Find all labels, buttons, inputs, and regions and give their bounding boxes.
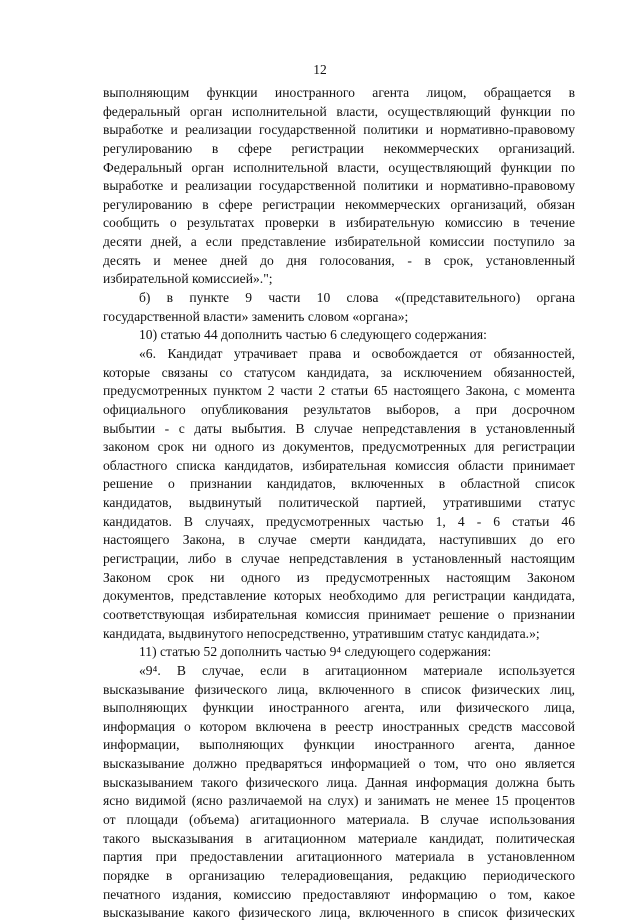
text-line: десяти дней, а если представление избирательной комиссии поступило за (103, 234, 575, 250)
text-line: регулированию в сфере регистрации некоммерческих организаций. (103, 140, 575, 156)
text-line: 10) статью 44 дополнить частью 6 следующего содержания: (139, 327, 487, 343)
text-line: выработке и реализации государственной политики и нормативно-правовому (103, 122, 575, 138)
text-line: «9⁴. В случае, если в агитационном материале используется (139, 662, 575, 678)
text-line: предусмотренных пунктом 2 части 2 статьи 65 настоящего Закона, с момента (103, 383, 575, 399)
text-line: выработке и реализации государственной политики и нормативно-правовому (103, 178, 575, 194)
text-line: десять и менее дней до дня голосования, - в срок, установленный (103, 252, 575, 268)
text-line: порядке в организацию телерадиовещания, редакцию периодического (103, 867, 575, 883)
text-line: регулированию в сфере регистрации некоммерческих организаций, обязан (103, 196, 575, 212)
text-line: высказывание физического лица, включенного в список физических лиц, (103, 681, 575, 697)
page-number: 12 (313, 62, 327, 77)
text-line: партия при предоставлении агитационного материала в установленном (103, 849, 575, 865)
text-line: печатного издания, комиссию предоставляют информацию о том, какое (103, 886, 575, 902)
text-line: официального опубликования результатов выборов, а при досрочном (103, 401, 575, 417)
text-line: выбытии - с даты выбытия. В случае непредставления в установленный (103, 420, 575, 436)
text-line: кандидатов, выдвинутый политической партией, утратившими статус (103, 495, 575, 511)
text-line: государственной власти» заменить словом «органа»; (103, 308, 409, 324)
text-line: Законом срок ни одного из предусмотренных настоящим Законом (103, 569, 575, 585)
text-line: областного списка кандидатов, избирательная комиссия области принимает (103, 457, 575, 473)
text-line: ясно видимой (ясно различаемой на слух) и занимать не менее 15 процентов (103, 793, 575, 809)
text-line: от площади (объема) агитационного материала. В случае использования (103, 811, 575, 827)
text-line: регистрации, либо в случае непредставления в установленный настоящим (103, 551, 575, 567)
text-line: такого высказывания в агитационном материале кандидат, политическая (103, 830, 575, 846)
text-line: сообщить о результатах проверки в избирательную комиссию в течение (103, 215, 575, 231)
text-line: информации, выполняющих функции иностранного агента, данное (103, 737, 575, 753)
text-line: федеральный орган исполнительной власти, осуществляющий функции по (103, 103, 575, 119)
text-line: документов, представление которых необходимо для регистрации кандидата, (103, 588, 575, 604)
text-line: высказыванием такого физического лица. Данная информация должна быть (103, 774, 575, 790)
text-line: выполняющим функции иностранного агента лицом, обращается в (103, 85, 575, 100)
text-line: 11) статью 52 дополнить частью 9⁴ следующего содержания: (139, 644, 492, 660)
document-body-text (103, 84, 575, 923)
text-line: которые связаны со статусом кандидата, за исключением обязанностей, (103, 364, 575, 380)
text-line: кандидатов. В случаях, предусмотренных частью 1, 4 - 6 статьи 46 (103, 513, 575, 529)
text-line: Федеральный орган исполнительной власти, осуществляющий функции по (103, 159, 575, 175)
text-line: высказывание должно предваряться информацией о том, что оно является (103, 756, 575, 772)
text-line: высказывание какого физического лица, включенного в список физических (103, 905, 575, 921)
text-line: законом срок ни одного из документов, предусмотренных для регистрации (103, 439, 575, 455)
text-line: решение о признании кандидатов, включенных в областной список (103, 476, 575, 492)
text-line: б) в пункте 9 части 10 слова «(представительного) органа (139, 290, 575, 306)
text-line: настоящего Закона, в случае смерти кандидата, наступивших до его (103, 532, 575, 548)
text-line: избирательной комиссией»."; (103, 271, 273, 287)
text-line: выполняющих функции иностранного агента, или физического лица, (103, 700, 575, 716)
text-line: соответствующая избирательная комиссия принимает решение о признании (103, 606, 575, 622)
text-line: кандидата, выдвинутого непосредственно, утратившим статус кандидата.»; (103, 625, 540, 641)
text-line: «6. Кандидат утрачивает права и освобождается от обязанностей, (139, 345, 575, 361)
text-line: информация о котором включена в реестр иностранных средств массовой (103, 718, 575, 734)
